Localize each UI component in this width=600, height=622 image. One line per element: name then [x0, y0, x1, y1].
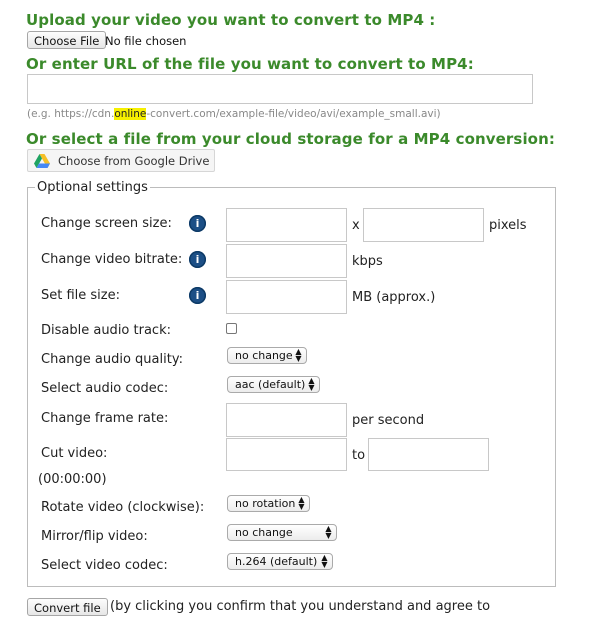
cut-video-format: (00:00:00) [38, 472, 107, 487]
rotate-select[interactable] [227, 495, 310, 512]
screen-size-info-icon[interactable]: i [189, 215, 206, 232]
cut-video-label: Cut video: [41, 446, 108, 461]
frame-rate-input[interactable] [226, 403, 347, 437]
select-arrows-icon: ▲ ▼ [295, 347, 302, 363]
video-codec-label: Select video codec: [41, 558, 168, 573]
disable-audio-checkbox[interactable] [226, 323, 237, 334]
hint-highlight: online [114, 108, 147, 120]
disable-audio-label: Disable audio track: [41, 323, 171, 338]
select-arrows-icon: ▲ ▼ [298, 495, 305, 511]
video-codec-value: h.264 (default) [235, 555, 318, 568]
select-arrows-icon: ▲ ▼ [325, 524, 332, 540]
optional-settings-legend: Optional settings [37, 180, 148, 195]
bitrate-input[interactable] [226, 244, 347, 278]
mirror-select[interactable] [227, 524, 337, 541]
audio-codec-select[interactable] [227, 376, 320, 393]
url-heading: Or enter URL of the file you want to convert to MP4: [26, 55, 474, 73]
google-drive-label: Choose from Google Drive [58, 154, 210, 168]
screen-size-label: Change screen size: [41, 216, 172, 231]
hint-suffix: -convert.com/example-file/video/avi/example_small.avi) [146, 108, 441, 120]
mirror-value: no change [235, 526, 293, 539]
google-drive-button[interactable] [27, 149, 215, 172]
screen-size-unit: pixels [489, 218, 527, 233]
rotate-value: no rotation [235, 497, 296, 510]
choose-file-button[interactable]: Choose File [27, 31, 106, 49]
convert-file-button[interactable]: Convert file [27, 598, 108, 616]
file-size-label: Set file size: [41, 288, 120, 303]
bitrate-label: Change video bitrate: [41, 252, 183, 267]
video-codec-select[interactable] [227, 553, 333, 570]
screen-height-input[interactable] [363, 208, 484, 242]
cut-video-start-input[interactable] [226, 438, 347, 471]
no-file-chosen-text: No file chosen [105, 34, 187, 48]
file-size-info-icon[interactable]: i [189, 287, 206, 304]
mirror-label: Mirror/flip video: [41, 529, 148, 544]
upload-heading: Upload your video you want to convert to MP4 : [26, 11, 436, 29]
bitrate-info-icon[interactable]: i [189, 251, 206, 268]
screen-size-x: x [352, 218, 360, 233]
frame-rate-label: Change frame rate: [41, 411, 169, 426]
audio-quality-label: Change audio quality: [41, 352, 183, 367]
cut-video-to: to [352, 448, 366, 463]
frame-rate-unit: per second [352, 413, 425, 428]
terms-confirm-text: (by clicking you confirm that you understand and agree to [110, 599, 491, 614]
url-input[interactable] [27, 74, 533, 104]
file-size-input[interactable] [226, 280, 347, 314]
audio-quality-value: no change [235, 349, 293, 362]
audio-codec-label: Select audio codec: [41, 381, 169, 396]
audio-codec-value: aac (default) [235, 378, 306, 391]
rotate-label: Rotate video (clockwise): [41, 500, 205, 515]
bitrate-unit: kbps [352, 254, 383, 269]
select-arrows-icon: ▲ ▼ [308, 376, 315, 392]
hint-prefix: (e.g. https://cdn. [27, 108, 115, 120]
audio-quality-select[interactable] [227, 347, 307, 364]
screen-width-input[interactable] [226, 208, 347, 242]
google-drive-icon [34, 154, 50, 168]
cloud-heading: Or select a file from your cloud storage for a MP4 conversion: [26, 130, 555, 148]
cut-video-end-input[interactable] [368, 438, 489, 471]
url-example-hint [27, 108, 441, 120]
file-size-unit: MB (approx.) [352, 290, 436, 305]
select-arrows-icon: ▲ ▼ [321, 553, 328, 569]
